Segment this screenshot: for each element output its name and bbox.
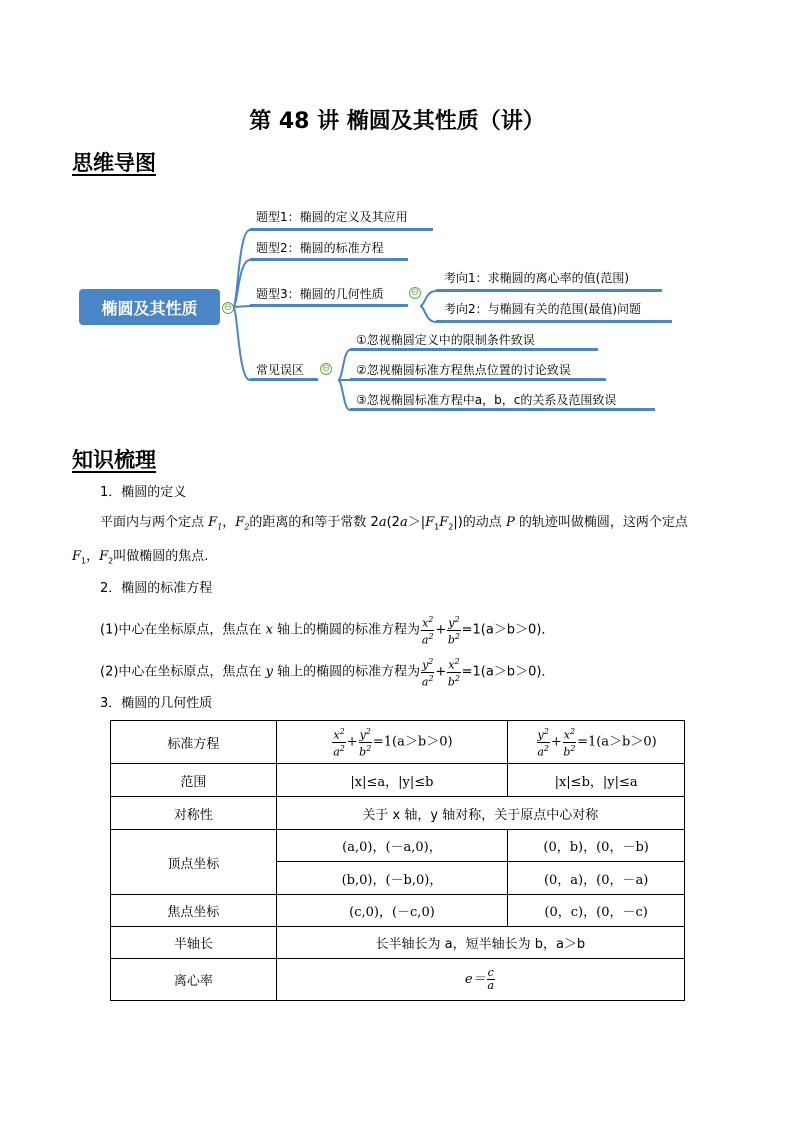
mindmap-underline — [350, 408, 655, 411]
row-header-eccentricity: 离心率 — [111, 959, 277, 1001]
fraction-x2-b2: $\frac{x^2}{b^2}$ — [447, 657, 461, 689]
mindmap-underline — [250, 228, 433, 231]
mindmap-branch-4-child-1[interactable]: ①忽视椭圆定义中的限制条件致误 — [356, 333, 535, 347]
fraction-y2-b2: $\frac{y^2}{b^2}$ — [447, 615, 460, 647]
math-constant-condition: a — [378, 515, 387, 530]
table-row — [111, 895, 685, 927]
std1-text-pre: (1)中心在坐标原点，焦点在 — [100, 622, 262, 638]
table-row — [111, 830, 685, 862]
mindmap-branch-2[interactable]: 题型2：椭圆的标准方程 — [256, 241, 384, 255]
standard-equation-x-axis: (1)中心在坐标原点，焦点在 x 轴上的椭圆的标准方程为 $\frac{x^2}{a^2}$ + $\frac{y^2}{b^2}$ =1(a＞b＞0)． — [100, 615, 555, 647]
collapse-icon[interactable]: ⊖ — [223, 302, 233, 313]
std2-text-pre: (2)中心在坐标原点，焦点在 — [100, 664, 262, 680]
properties-table — [110, 720, 685, 1001]
mindmap-underline — [350, 378, 606, 381]
page-title: 第 48 讲 椭圆及其性质（讲） — [249, 109, 545, 134]
row-header-focus: 焦点坐标 — [111, 895, 277, 927]
table-row — [111, 927, 685, 959]
table-row — [111, 797, 685, 830]
mindmap-branch-3-child-1[interactable]: 考向1：求椭圆的离心率的值(范围) — [444, 271, 629, 285]
mindmap-branch-1[interactable]: 题型1：椭圆的定义及其应用 — [256, 210, 408, 224]
heading-geometric-properties: 3．椭圆的几何性质 — [100, 696, 213, 711]
mindmap-branch-3[interactable]: 题型3：椭圆的几何性质 — [256, 287, 384, 301]
definition-text-c: 的动点 — [462, 515, 502, 530]
mindmap-underline — [350, 348, 598, 351]
mindmap-branch-4-child-2[interactable]: ②忽视椭圆标准方程焦点位置的讨论致误 — [356, 363, 571, 377]
fraction-y2-a2: $\frac{y^2}{a^2}$ — [421, 657, 434, 689]
cell-focus-x: (c,0)，(－c,0) — [276, 895, 508, 927]
cell-eccentricity: e＝ $\frac{c}{a}$ — [276, 959, 684, 1001]
math-f1: $F_1$ — [208, 515, 223, 532]
definition-text-d: 的轨迹叫做椭圆，这两个定点 — [518, 515, 688, 530]
section-knowledge-heading: 知识梳理 — [72, 448, 156, 472]
std1-text-tail: =1(a＞b＞0)． — [461, 622, 555, 638]
cell-vertex-y-2: (0，a)，(0，－a) — [508, 862, 685, 895]
cell-symmetry: 关于 x 轴，y 轴对称，关于原点中心对称 — [276, 797, 684, 830]
heading-standard-equation: 2．椭圆的标准方程 — [100, 581, 213, 596]
heading-ellipse-definition: 1．椭圆的定义 — [100, 485, 187, 500]
mindmap-branch-3-child-2[interactable]: 考向2：与椭圆有关的范围(最值)问题 — [444, 302, 641, 316]
mindmap-underline — [436, 320, 672, 323]
section-mindmap-heading: 思维导图 — [72, 151, 156, 175]
definition-text-e: 叫做椭圆的焦点. — [113, 549, 209, 564]
table-row — [111, 764, 685, 797]
cell-vertex-x-2: (b,0)，(－b,0)， — [276, 862, 508, 895]
mindmap-underline — [436, 289, 662, 292]
mindmap-root-node[interactable]: 椭圆及其性质 — [79, 289, 220, 325]
collapse-icon[interactable]: ⊖ — [410, 287, 420, 298]
table-row — [111, 721, 685, 764]
mindmap-branch-4[interactable]: 常见误区 — [256, 363, 305, 377]
collapse-icon[interactable]: ⊖ — [321, 363, 331, 374]
row-header-standard-equation: 标准方程 — [111, 721, 277, 764]
std1-text-mid: 轴上的椭圆的标准方程为 — [277, 622, 421, 638]
row-header-vertex: 顶点坐标 — [111, 830, 277, 895]
row-header-semi-axis: 半轴长 — [111, 927, 277, 959]
mindmap-underline — [250, 378, 318, 381]
cell-eq-y: $\frac{y^2}{a^2}$ + $\frac{x^2}{b^2}$ =1(a＞b＞0) — [508, 721, 685, 764]
cell-eq-x: $\frac{x^2}{a^2}$ + $\frac{y^2}{b^2}$ =1(a＞b＞0) — [276, 721, 508, 764]
fraction-x2-a2: $\frac{x^2}{a^2}$ — [421, 615, 434, 647]
cell-range-y: |x|≤b，|y|≤a — [508, 764, 685, 797]
row-header-symmetry: 对称性 — [111, 797, 277, 830]
cell-vertex-x-1: (a,0)，(－a,0)， — [276, 830, 508, 862]
cell-range-x: |x|≤a，|y|≤b — [276, 764, 508, 797]
standard-equation-y-axis: (2)中心在坐标原点，焦点在 y 轴上的椭圆的标准方程为 $\frac{y^2}{a^2}$ + $\frac{x^2}{b^2}$ =1(a＞b＞0)． — [100, 657, 555, 689]
math-point-p: P — [505, 515, 515, 530]
mindmap-underline — [250, 304, 408, 307]
definition-text-b: 的距离的和等于常数 2 — [249, 515, 379, 530]
definition-text-a: 平面内与两个定点 — [100, 515, 205, 530]
definition-paragraph-line-1: 平面内与两个定点 $F_1$，$F_2$的距离的和等于常数 $2a(2a>|F_1F_2|)$的动点 P 的轨迹叫做椭圆，这两个定点 — [100, 515, 688, 532]
std2-text-mid: 轴上的椭圆的标准方程为 — [277, 664, 421, 680]
row-header-range: 范围 — [111, 764, 277, 797]
math-f2: $F_2$ — [235, 515, 250, 532]
table-row — [111, 959, 685, 1001]
definition-paragraph-line-2: $F_1$，$F_2$叫做椭圆的焦点. — [72, 549, 209, 566]
cell-focus-y: (0，c)，(0，－c) — [508, 895, 685, 927]
cell-vertex-y-1: (0，b)，(0，－b) — [508, 830, 685, 862]
cell-semi-axis: 长半轴长为 a，短半轴长为 b，a＞b — [276, 927, 684, 959]
std2-text-tail: =1(a＞b＞0)． — [461, 664, 555, 680]
mindmap-branch-4-child-3[interactable]: ③忽视椭圆标准方程中a，b，c的关系及范围致误 — [356, 393, 617, 407]
mindmap-underline — [250, 258, 408, 261]
